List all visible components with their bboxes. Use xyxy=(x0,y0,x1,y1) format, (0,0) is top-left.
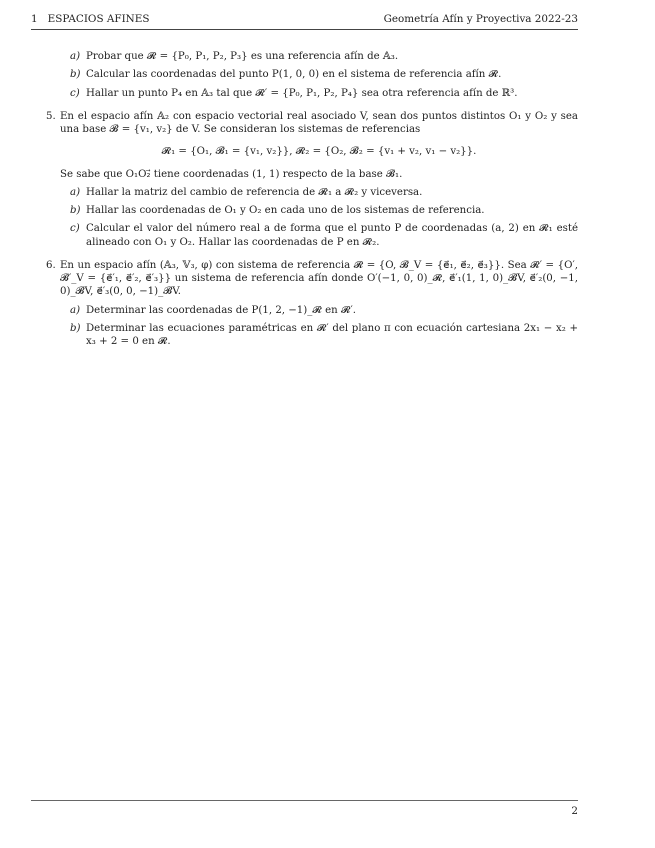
item-label: c) xyxy=(70,223,80,235)
list-item xyxy=(60,222,578,249)
page-number: 2 xyxy=(571,805,578,817)
page-content xyxy=(32,50,578,348)
running-header xyxy=(31,13,578,30)
item-text: Hallar las coordenadas de O₁ y O₂ en cada uno de los sistemas de referencia. xyxy=(86,205,485,216)
exercise-number: 5. xyxy=(46,110,56,122)
item-label: c) xyxy=(70,87,80,99)
section-title: ESPACIOS AFINES xyxy=(47,13,150,25)
item-text: Calcular las coordenadas del punto P(1, 0, 0) en el sistema de referencia afín 𝓡. xyxy=(86,69,502,81)
exercise-intro: En un espacio afín (𝔸₃, 𝕍₃, φ) con sistema de referencia 𝓡 = {O, 𝓑_V = {e⃗₁, e⃗₂, e⃗₃}}. Sea 𝓡′ = {O′, 𝓑′_V = {e⃗′₁, e⃗′₂, e⃗′₃}} un sistema de referencia afín donde O′(−1, 0, 0)_𝓡, e⃗′₁(1, 1, 0)_𝓑V, e⃗′₂(0, −1, 0)_𝓑V, e⃗′₃(0, 0, −1)_𝓑V. xyxy=(60,259,578,298)
exercise-5 xyxy=(32,110,578,249)
list-item xyxy=(60,322,578,349)
section-number: 1 xyxy=(31,13,38,25)
item-text: Hallar la matriz del cambio de referencia de 𝓡₁ a 𝓡₂ y viceversa. xyxy=(86,186,423,198)
list-item xyxy=(32,50,578,63)
course-title: Geometría Afín y Proyectiva 2022-23 xyxy=(383,13,578,25)
item-label: b) xyxy=(70,69,81,81)
footer-rule xyxy=(31,800,578,801)
item-text: Determinar las ecuaciones paramétricas en 𝓡′ del plano π con ecuación cartesiana 2x₁ − x₂ + x₃ + 2 = 0 en 𝓡. xyxy=(86,322,578,347)
item-text: Probar que 𝓡 = {P₀, P₁, P₂, P₃} es una referencia afín de 𝔸₃. xyxy=(86,51,399,62)
previous-exercise-items xyxy=(32,50,578,100)
list-item xyxy=(60,204,578,217)
exercise-intro: En el espacio afín 𝔸₂ con espacio vectorial real asociado V, sean dos puntos distintos O₁ y O₂ y sea una base 𝓑 = {v₁, v₂} de V. Se consideran los sistemas de referencias xyxy=(60,110,578,135)
item-label: a) xyxy=(70,304,81,316)
list-item xyxy=(60,186,578,199)
list-item xyxy=(60,304,578,317)
item-text: Determinar las coordenadas de P(1, 2, −1)_𝓡 en 𝓡′. xyxy=(86,304,357,316)
exercise-number: 6. xyxy=(46,259,56,271)
list-item xyxy=(32,68,578,81)
exercise-known-fact: Se sabe que O₁O₂⃗ tiene coordenadas (1, 1) respecto de la base 𝓑₁. xyxy=(60,168,403,180)
item-label: b) xyxy=(70,322,81,334)
item-label: a) xyxy=(70,186,81,198)
section-heading xyxy=(31,13,149,27)
item-label: b) xyxy=(70,205,81,216)
list-item xyxy=(32,87,578,100)
item-text: Hallar un punto P₄ en 𝔸₃ tal que 𝓡′ = {P₀, P₁, P₂, P₄} sea otra referencia afín de ℝ³. xyxy=(86,87,518,99)
item-text: Calcular el valor del número real a de forma que el punto P de coordenadas (a, 2) en 𝓡₁ esté alineado con O₁ y O₂. Hallar las coordenadas de P en 𝓡₂. xyxy=(86,223,578,248)
display-equation: 𝓡₁ = {O₁, 𝓑₁ = {v₁, v₂}}, 𝓡₂ = {O₂, 𝓑₂ = {v₁ + v₂, v₁ − v₂}}. xyxy=(161,146,477,158)
exercise-6 xyxy=(32,259,578,349)
item-label: a) xyxy=(70,51,81,62)
